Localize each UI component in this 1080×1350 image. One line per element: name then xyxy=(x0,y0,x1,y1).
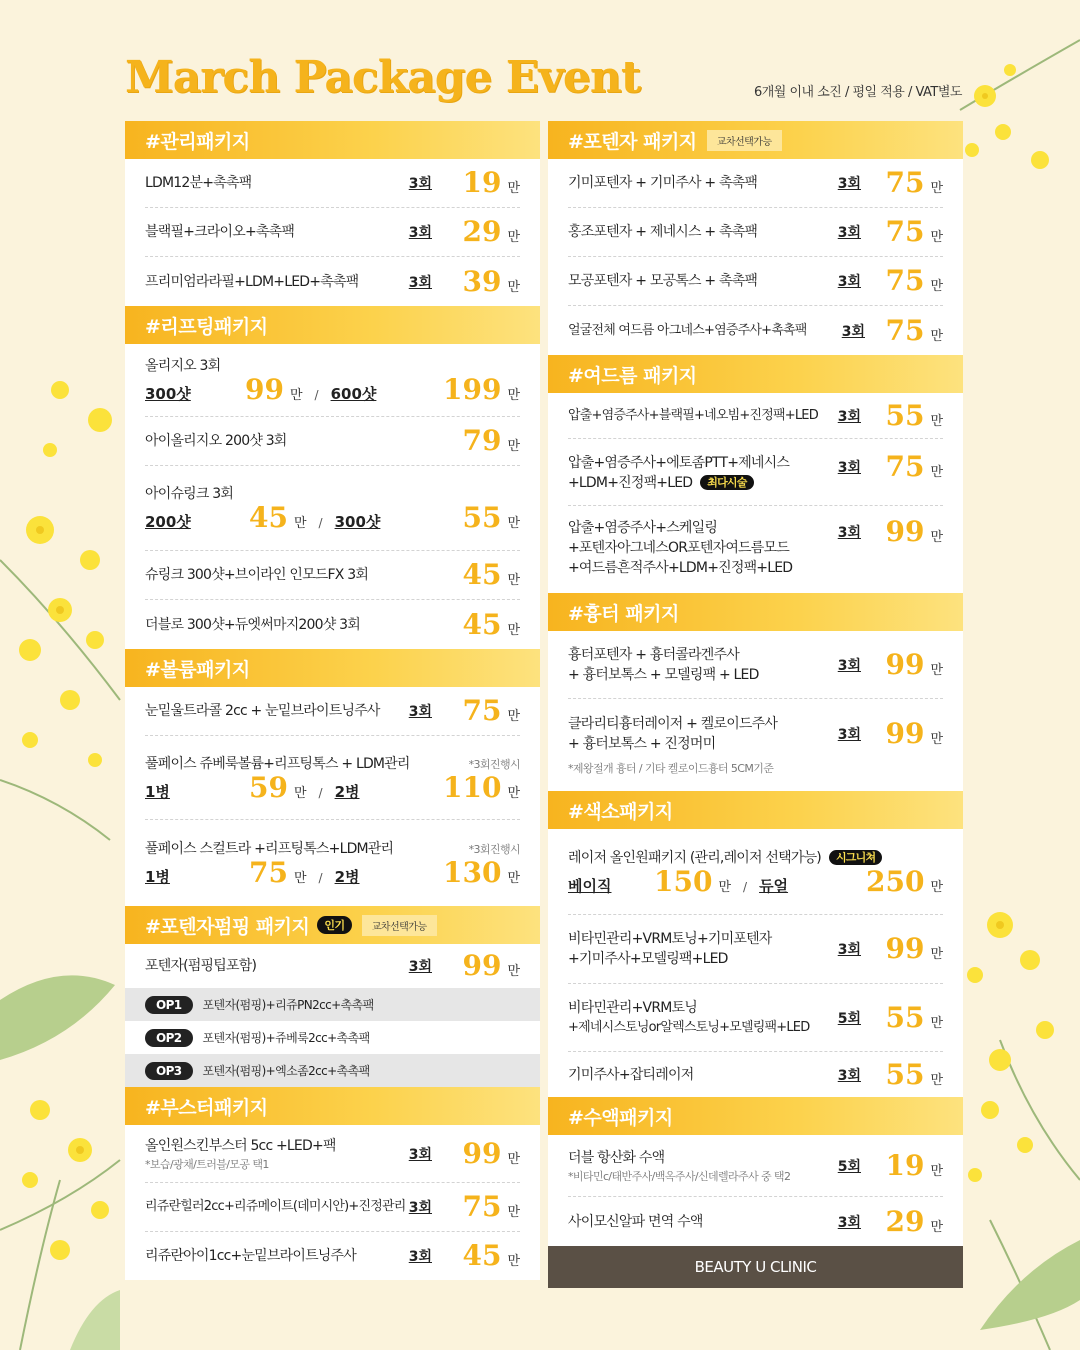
price-unit: 만 xyxy=(507,516,520,531)
package-row xyxy=(568,306,943,355)
session-count: 3회 xyxy=(837,460,861,476)
price-value: 45 xyxy=(249,501,288,534)
package-name: +기미주사+모델링팩+LED xyxy=(568,951,728,967)
option-label: 600샷 xyxy=(330,385,377,403)
package-name: +LDM+진정팩+LED xyxy=(568,475,693,491)
price-value: 99 xyxy=(462,1136,502,1170)
section-care xyxy=(125,159,540,306)
page-subtitle: 6개월 이내 소진 / 평일 적용 / VAT별도 xyxy=(753,85,962,100)
section-lifting xyxy=(125,344,540,649)
price-value: 75 xyxy=(885,215,925,248)
price-value: 99 xyxy=(245,373,284,406)
session-count: 5회 xyxy=(837,1158,861,1175)
section-heading-scar: #흉터 패키지 xyxy=(548,593,963,631)
package-row: 풀페이스 쥬베룩볼륨+리프팅톡스 + LDM관리 *3회진행시 1병 59 만 / 2병 110 만 xyxy=(145,736,520,820)
price-unit: 만 xyxy=(507,388,520,403)
package-row xyxy=(568,1197,943,1246)
package-name: +제네시스토닝or알렉스토닝+모델링팩+LED xyxy=(568,1019,810,1035)
session-count: 3회 xyxy=(408,225,432,241)
popular-badge: 인기 xyxy=(317,916,351,934)
price-value: 45 xyxy=(462,607,502,641)
price-unit: 만 xyxy=(930,465,943,480)
price-unit: 만 xyxy=(930,662,943,678)
package-row xyxy=(145,687,520,736)
package-row xyxy=(568,393,943,439)
option-label: 1병 xyxy=(145,868,170,886)
section-heading-potenza-pumping xyxy=(125,906,540,944)
section-heading-care: #관리패키지 xyxy=(125,121,540,159)
package-name: 아이올리지오 200샷 3회 xyxy=(145,433,287,449)
package-row xyxy=(145,417,520,466)
package-row xyxy=(145,944,520,988)
package-name: 얼굴전체 여드름 아그네스+염증주사+촉촉팩 xyxy=(568,322,807,338)
price-value: 75 xyxy=(885,264,925,297)
package-name: 압출+염증주사+블랙필+네오빔+진정팩+LED xyxy=(568,407,818,423)
price-unit: 만 xyxy=(507,279,520,295)
session-count: 3회 xyxy=(837,408,861,425)
session-count: 3회 xyxy=(841,323,865,340)
price-value: 99 xyxy=(885,932,925,965)
package-name: + 흉터보톡스 + 진정머미 xyxy=(568,736,716,752)
package-name: 압출+염증주사+스케일링 xyxy=(568,520,718,536)
package-name: 올리지오 3회 xyxy=(145,358,221,374)
session-count: 3회 xyxy=(837,942,861,958)
section-potenza xyxy=(548,159,963,355)
package-name: 프리미엄라라필+LDM+LED+촉촉팩 xyxy=(145,273,359,290)
session-count: 3회 xyxy=(837,1214,861,1231)
package-name: 리쥬란힐러2cc+리쥬메이트(데미시안)+진정관리 xyxy=(145,1199,406,1214)
price-unit: 만 xyxy=(293,516,307,531)
price-unit: 만 xyxy=(930,1015,943,1031)
cross-select-tag: 교차선택가능 xyxy=(362,915,437,936)
price-unit: 만 xyxy=(930,413,943,429)
price-value: 45 xyxy=(462,558,502,591)
section-iv xyxy=(548,1135,963,1246)
session-count: 3회 xyxy=(408,959,432,975)
option-tag: OP3 xyxy=(145,1062,193,1080)
price-unit: 만 xyxy=(930,530,943,545)
session-count: 3회 xyxy=(837,657,861,674)
left-column xyxy=(125,121,540,1280)
section-booster xyxy=(125,1125,540,1280)
package-name: + 흉터보톡스 + 모델링팩 + LED xyxy=(568,666,759,683)
session-count: 3회 xyxy=(408,176,432,192)
option-label: 300샷 xyxy=(145,385,191,403)
section-pigment xyxy=(548,829,963,1097)
session-count: 5회 xyxy=(837,1010,861,1027)
package-name: 홍조포텐자 + 제네시스 + 촉촉팩 xyxy=(568,224,758,240)
session-count: 3회 xyxy=(408,274,432,291)
package-name: 기미주사+잡티레이저 xyxy=(568,1066,694,1083)
price-unit: 만 xyxy=(507,871,520,886)
package-note: *보습/광채/트러블/모공 택1 xyxy=(145,1157,269,1171)
price-value: 19 xyxy=(462,166,502,199)
package-row xyxy=(568,1052,943,1097)
price-value: 99 xyxy=(885,647,925,681)
option-label: 200샷 xyxy=(145,513,191,531)
package-row xyxy=(568,699,943,791)
session-count: 3회 xyxy=(837,225,861,241)
price-unit: 만 xyxy=(507,181,520,196)
package-name: 비타민관리+VRM토닝+기미포텐자 xyxy=(568,931,772,947)
price-unit: 만 xyxy=(930,181,943,196)
price-value: 250 xyxy=(865,864,925,898)
section-potenza-pumping xyxy=(125,944,540,1087)
package-name: 더블로 300샷+듀엣써마지200샷 3회 xyxy=(145,616,360,633)
price-unit: 만 xyxy=(930,328,943,344)
package-row: 아이슈링크 3회 200샷 45 만 / 300샷 55 만 xyxy=(145,466,520,551)
session-count: 3회 xyxy=(837,176,861,192)
price-value: 29 xyxy=(462,215,502,248)
price-value: 75 xyxy=(885,166,925,199)
price-value: 99 xyxy=(885,515,925,548)
price-value: 75 xyxy=(885,313,925,347)
option-label: 듀얼 xyxy=(759,876,789,895)
package-name: 리쥬란아이1cc+눈밑브라이트닝주사 xyxy=(145,1248,356,1264)
package-row xyxy=(568,915,943,984)
price-value: 75 xyxy=(249,856,288,889)
package-name: 아이슈링크 3회 xyxy=(145,486,234,502)
package-row xyxy=(568,208,943,257)
option-label: 300샷 xyxy=(334,513,381,531)
best-badge: 최다시술 xyxy=(700,475,753,490)
cross-select-tag: 교차선택가능 xyxy=(707,130,782,151)
package-name: 흉터포텐자 + 흉터콜라겐주사 xyxy=(568,646,739,663)
package-row: 레이저 올인원패키지 (관리,레이저 선택가능) 시그니쳐 베이직 150 만 / 듀얼 250 만 xyxy=(568,829,943,915)
package-note: *3회진행시 xyxy=(468,843,520,856)
section-acne xyxy=(548,393,963,593)
option-label: 2병 xyxy=(334,868,360,886)
price-value: 19 xyxy=(885,1148,925,1182)
option-tag: OP1 xyxy=(145,996,193,1014)
package-name: 포텐자(펌핑팁포함) xyxy=(145,958,257,974)
package-row xyxy=(145,257,520,306)
package-row xyxy=(568,631,943,699)
section-heading-iv: #수액패키지 xyxy=(548,1097,963,1135)
section-heading-lifting: #리프팅패키지 xyxy=(125,306,540,344)
option-label: 1병 xyxy=(145,782,170,801)
package-name: 풀페이스 스컬트라 +리프팅톡스+LDM관리 xyxy=(145,841,394,857)
price-unit: 만 xyxy=(930,1163,943,1179)
price-value: 79 xyxy=(462,424,502,457)
package-row xyxy=(145,1125,520,1183)
price-value: 199 xyxy=(442,373,502,406)
price-value: 55 xyxy=(462,501,502,534)
package-row xyxy=(568,439,943,506)
option-text: 포텐자(펌핑)+리쥬PN2cc+촉촉팩 xyxy=(202,998,374,1012)
option-row xyxy=(125,988,540,1021)
package-name: 모공포텐자 + 모공톡스 + 촉촉팩 xyxy=(568,273,758,289)
price-value: 75 xyxy=(462,1190,502,1223)
price-unit: 만 xyxy=(507,785,520,801)
section-heading-volume: #볼륨패키지 xyxy=(125,649,540,687)
option-label: 2병 xyxy=(334,782,360,801)
session-count: 3회 xyxy=(408,1249,432,1265)
price-unit: 만 xyxy=(289,388,303,403)
option-row xyxy=(125,1054,540,1087)
package-row xyxy=(145,208,520,257)
price-value: 99 xyxy=(462,949,502,982)
price-unit: 만 xyxy=(930,279,943,294)
package-row xyxy=(145,1232,520,1280)
section-volume xyxy=(125,687,540,906)
package-row: 올리지오 3회 300샷 99 만 / 600샷 199 만 xyxy=(145,344,520,417)
package-row xyxy=(145,600,520,649)
price-value: 150 xyxy=(654,864,713,898)
option-tag: OP2 xyxy=(145,1029,193,1047)
package-row xyxy=(145,159,520,208)
section-scar xyxy=(548,631,963,791)
price-value: 55 xyxy=(885,1000,925,1034)
section-heading-pigment: #색소패키지 xyxy=(548,791,963,829)
price-unit: 만 xyxy=(507,230,520,245)
package-name: +포텐자아그네스OR포텐자여드름모드 xyxy=(568,540,789,556)
price-unit: 만 xyxy=(718,879,732,895)
section-title: #포텐자펌핑 패키지 xyxy=(145,915,310,938)
price-unit: 만 xyxy=(507,439,520,454)
section-title: #포텐자 패키지 xyxy=(568,130,697,153)
package-row xyxy=(568,984,943,1052)
package-row xyxy=(568,506,943,593)
price-unit: 만 xyxy=(930,1219,943,1235)
scar-note: *제왕절개 흉터 / 기타 켈로이드흉터 5CM기준 xyxy=(568,762,774,775)
package-row: 풀페이스 스컬트라 +리프팅톡스+LDM관리 *3회진행시 1병 75 만 / 2병 130 만 xyxy=(145,841,520,889)
package-name: 레이저 올인원패키지 (관리,레이저 선택가능) xyxy=(568,849,821,866)
price-value: 75 xyxy=(462,694,502,727)
price-value: 130 xyxy=(442,856,502,889)
option-row xyxy=(125,1021,540,1054)
price-value: 75 xyxy=(885,450,925,483)
package-name: 올인원스킨부스터 5cc +LED+팩 xyxy=(145,1137,336,1154)
price-unit: 만 xyxy=(507,1254,520,1269)
price-unit: 만 xyxy=(507,622,520,638)
package-name: 압출+염증주사+에토좀PTT+제네시스 xyxy=(568,455,790,471)
package-row xyxy=(145,1183,520,1232)
package-name: 더블 항산화 수액 xyxy=(568,1149,665,1166)
price-unit: 만 xyxy=(930,947,943,962)
session-count: 3회 xyxy=(837,1067,861,1084)
price-value: 110 xyxy=(442,770,502,804)
package-name: 비타민관리+VRM토닝 xyxy=(568,999,697,1016)
price-unit: 만 xyxy=(507,964,520,979)
price-unit: 만 xyxy=(293,871,307,886)
session-count: 3회 xyxy=(408,1200,432,1216)
price-unit: 만 xyxy=(293,785,307,801)
clinic-footer: BEAUTY U CLINIC xyxy=(548,1246,963,1288)
package-name: 슈링크 300샷+브이라인 인모드FX 3회 xyxy=(145,567,369,583)
section-heading-potenza xyxy=(548,121,963,159)
package-name: +여드름흔적주사+LDM+진정팩+LED xyxy=(568,560,793,576)
price-unit: 만 xyxy=(507,1151,520,1167)
price-value: 39 xyxy=(462,264,502,298)
right-column xyxy=(548,121,963,1288)
package-name: LDM12분+촉촉팩 xyxy=(145,175,252,191)
package-note: *비타민c/태반주사/백옥주사/신데렐라주사 중 택2 xyxy=(568,1169,791,1183)
price-unit: 만 xyxy=(507,709,520,724)
price-unit: 만 xyxy=(507,573,520,588)
package-row xyxy=(568,159,943,208)
option-text: 포텐자(펌핑)+엑소좀2cc+촉촉팩 xyxy=(202,1064,370,1078)
section-heading-acne: #여드름 패키지 xyxy=(548,355,963,393)
package-name: 기미포텐자 + 기미주사 + 촉촉팩 xyxy=(568,175,758,191)
price-value: 59 xyxy=(249,770,288,804)
session-count: 3회 xyxy=(408,704,432,720)
package-name: 눈밑울트라콜 2cc + 눈밑브라이트닝주사 xyxy=(145,703,380,719)
price-value: 55 xyxy=(885,1057,925,1091)
session-count: 3회 xyxy=(408,1146,432,1163)
session-count: 3회 xyxy=(837,274,861,290)
signature-badge: 시그니쳐 xyxy=(829,850,882,865)
price-value: 99 xyxy=(885,717,925,750)
package-row xyxy=(145,551,520,600)
price-value: 45 xyxy=(462,1239,502,1272)
package-row xyxy=(568,257,943,306)
package-row xyxy=(568,1135,943,1197)
price-unit: 만 xyxy=(930,732,943,747)
price-unit: 만 xyxy=(507,1205,520,1220)
option-label: 베이직 xyxy=(568,876,612,895)
price-unit: 만 xyxy=(930,1072,943,1088)
page-title: March Package Event xyxy=(125,52,641,103)
package-name: 클라리티흉터레이저 + 켈로이드주사 xyxy=(568,716,778,732)
price-unit: 만 xyxy=(930,230,943,245)
session-count: 3회 xyxy=(837,525,861,541)
option-text: 포텐자(펌핑)+쥬베룩2cc+촉촉팩 xyxy=(202,1031,370,1045)
price-value: 55 xyxy=(885,398,925,432)
package-note: *3회진행시 xyxy=(468,757,520,771)
package-name: 풀페이스 쥬베룩볼륨+리프팅톡스 + LDM관리 xyxy=(145,755,410,772)
section-heading-booster: #부스터패키지 xyxy=(125,1087,540,1125)
package-name: 사이모신알파 면역 수액 xyxy=(568,1213,703,1230)
session-count: 3회 xyxy=(837,727,861,743)
price-value: 29 xyxy=(885,1204,925,1238)
package-name: 블랙필+크라이오+촉촉팩 xyxy=(145,224,295,240)
price-unit: 만 xyxy=(930,879,943,895)
